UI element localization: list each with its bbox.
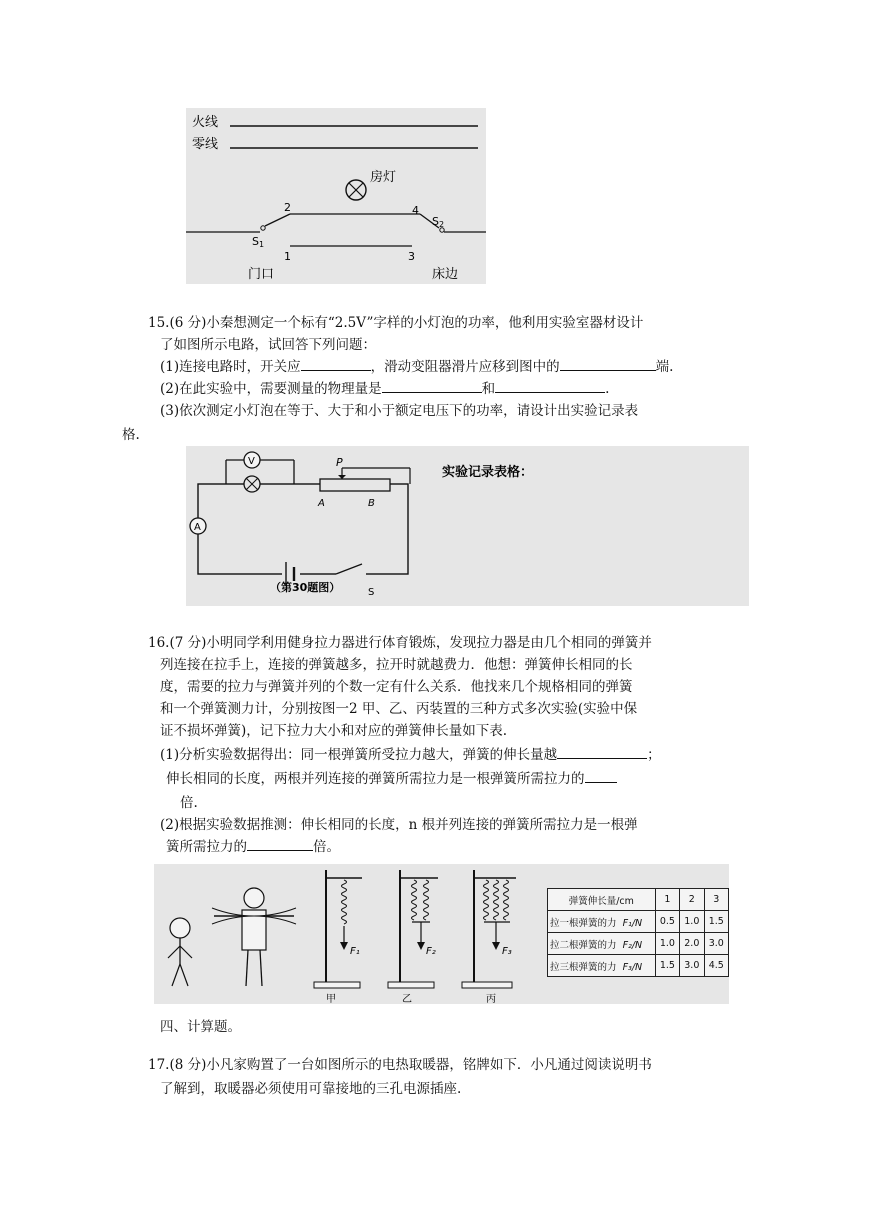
q17-line-2: 了解到，取暖器必须使用可靠接地的三孔电源插座.	[160, 1081, 462, 1097]
force-f1-label: F₁	[350, 946, 360, 957]
q15-line-1: 15.(6 分)小秦想测定一个标有“2.5V”字样的小灯泡的功率，他利用实验室器材设计	[148, 315, 644, 331]
table-cell: 1.5	[655, 955, 679, 977]
stand-yi-label: 乙	[402, 994, 412, 1004]
child-figure	[168, 918, 192, 986]
answer-blank-slider-end[interactable]	[560, 356, 656, 371]
q16-line-9: (2)根据实验数据推测：伸长相同的长度，n 根并列连接的弹簧所需拉力是一根弹	[160, 817, 638, 833]
table-row	[548, 955, 729, 977]
table-cell: 3.0	[704, 933, 728, 955]
voltmeter-label: V	[248, 456, 255, 467]
spring-experiment-svg	[154, 864, 544, 1004]
q16-line-7: 伸长相同的长度，两根并列连接的弹簧所需拉力是一根弹簧所需拉力的	[166, 768, 617, 790]
lamp-power-circuit-svg	[186, 446, 749, 606]
stand-bing-label: 丙	[486, 994, 496, 1004]
q15-line-5: (3)依次测定小灯泡在等于、大于和小于额定电压下的功率，请设计出实验记录表	[160, 403, 639, 419]
answer-blank-elongation[interactable]	[557, 744, 647, 759]
stand-jia-label: 甲	[326, 994, 336, 1004]
q16-line-6: (1)分析实验数据得出：同一根弹簧所受拉力越大，弹簧的伸长量越 ；	[160, 744, 661, 766]
spring-data-table	[547, 888, 729, 977]
table-col-header: 1	[655, 889, 679, 911]
q16-line-4: 和一个弹簧测力计，分别按图一2 甲、乙、丙装置的三种方式多次实验(实验中保	[160, 701, 638, 717]
table-col-header: 3	[704, 889, 728, 911]
bedside-label: 床边	[432, 267, 459, 282]
neutral-wire-label: 零线	[192, 137, 219, 152]
answer-blank-quantity-2[interactable]	[495, 378, 605, 393]
q16-line-8: 倍.	[180, 795, 198, 811]
table-cell: 1.5	[704, 911, 728, 933]
table-header-cell: 弹簧伸长量/cm	[548, 889, 656, 911]
figure-lamp-power-circuit	[186, 446, 749, 606]
man-with-expander	[212, 888, 296, 986]
switch-s-label: S	[368, 587, 375, 598]
stand-jia	[314, 870, 362, 1004]
switch-s1-label: S1	[252, 235, 265, 249]
section-heading-calculation: 四、计算题。	[160, 1019, 241, 1035]
slider-p-label: P	[336, 456, 343, 469]
table-cell: 1.0	[680, 911, 704, 933]
q15-line-4: (2)在此实验中，需要测量的物理量是 和 .	[160, 378, 609, 400]
rheostat-icon	[320, 479, 390, 491]
table-cell: 3.0	[680, 955, 704, 977]
ammeter-label: A	[194, 522, 201, 533]
switch-s2-label: S2	[432, 215, 445, 229]
q16-line-3: 度，需要的拉力与弹簧并列的个数一定有什么关系．他找来几个规格相同的弹簧	[160, 679, 633, 695]
force-f3-label: F₃	[502, 946, 512, 957]
answer-blank-two-spring-ratio[interactable]	[585, 768, 617, 783]
table-row-label: 拉三根弹簧的力 F₃/N	[548, 955, 656, 977]
answer-blank-quantity-1[interactable]	[382, 378, 482, 393]
q16-line-10: 簧所需拉力的 倍。	[166, 836, 340, 858]
answer-blank-switch-state[interactable]	[301, 356, 371, 371]
q16-line-2: 列连接在拉手上，连接的弹簧越多，拉开时就越费力．他想：弹簧伸长相同的长	[160, 657, 633, 673]
figure-stair-light-circuit	[186, 108, 486, 284]
terminal-2-label: 2	[284, 201, 291, 214]
fire-wire-label: 火线	[192, 115, 219, 130]
stair-light-circuit-svg	[186, 108, 486, 284]
table-row	[548, 911, 729, 933]
figure-spring-experiment	[154, 864, 729, 1004]
q17-line-1: 17.(8 分)小凡家购置了一台如图所示的电热取暖器，铭牌如下．小凡通过阅读说明书	[148, 1057, 652, 1073]
force-f2-label: F₂	[426, 946, 436, 957]
terminal-3-label: 3	[408, 250, 415, 263]
table-col-header: 2	[680, 889, 704, 911]
switch-s1-icon	[261, 226, 265, 230]
table-header-row	[548, 889, 729, 911]
table-cell: 4.5	[704, 955, 728, 977]
record-table-title: 实验记录表格：	[442, 465, 534, 480]
figure-caption: （第30题图）	[270, 581, 341, 594]
table-row-label: 拉二根弹簧的力 F₂/N	[548, 933, 656, 955]
table-row	[548, 933, 729, 955]
rheostat-end-b-label: B	[368, 498, 375, 509]
stand-bing	[462, 870, 516, 1004]
answer-blank-n-spring-ratio[interactable]	[247, 836, 313, 851]
q16-line-5: 证不损坏弹簧)，记下拉力大小和对应的弹簧伸长量如下表.	[160, 723, 508, 739]
rheostat-end-a-label: A	[318, 498, 325, 509]
door-label: 门口	[248, 267, 275, 282]
q15-line-2: 了如图所示电路，试回答下列问题：	[160, 337, 376, 353]
terminal-1-label: 1	[284, 250, 291, 263]
q15-line-3: (1)连接电路时，开关应 ，滑动变阻器滑片应移到图中的 端.	[160, 356, 673, 378]
table-row-label: 拉一根弹簧的力 F₁/N	[548, 911, 656, 933]
terminal-4-label: 4	[412, 204, 419, 217]
table-cell: 1.0	[655, 933, 679, 955]
lamp-label: 房灯	[370, 170, 397, 185]
q15-line-6: 格.	[122, 427, 140, 443]
stand-yi	[388, 870, 438, 1004]
table-cell: 2.0	[680, 933, 704, 955]
table-cell: 0.5	[655, 911, 679, 933]
q16-line-1: 16.(7 分)小明同学利用健身拉力器进行体育锻炼，发现拉力器是由几个相同的弹簧并	[148, 635, 652, 651]
